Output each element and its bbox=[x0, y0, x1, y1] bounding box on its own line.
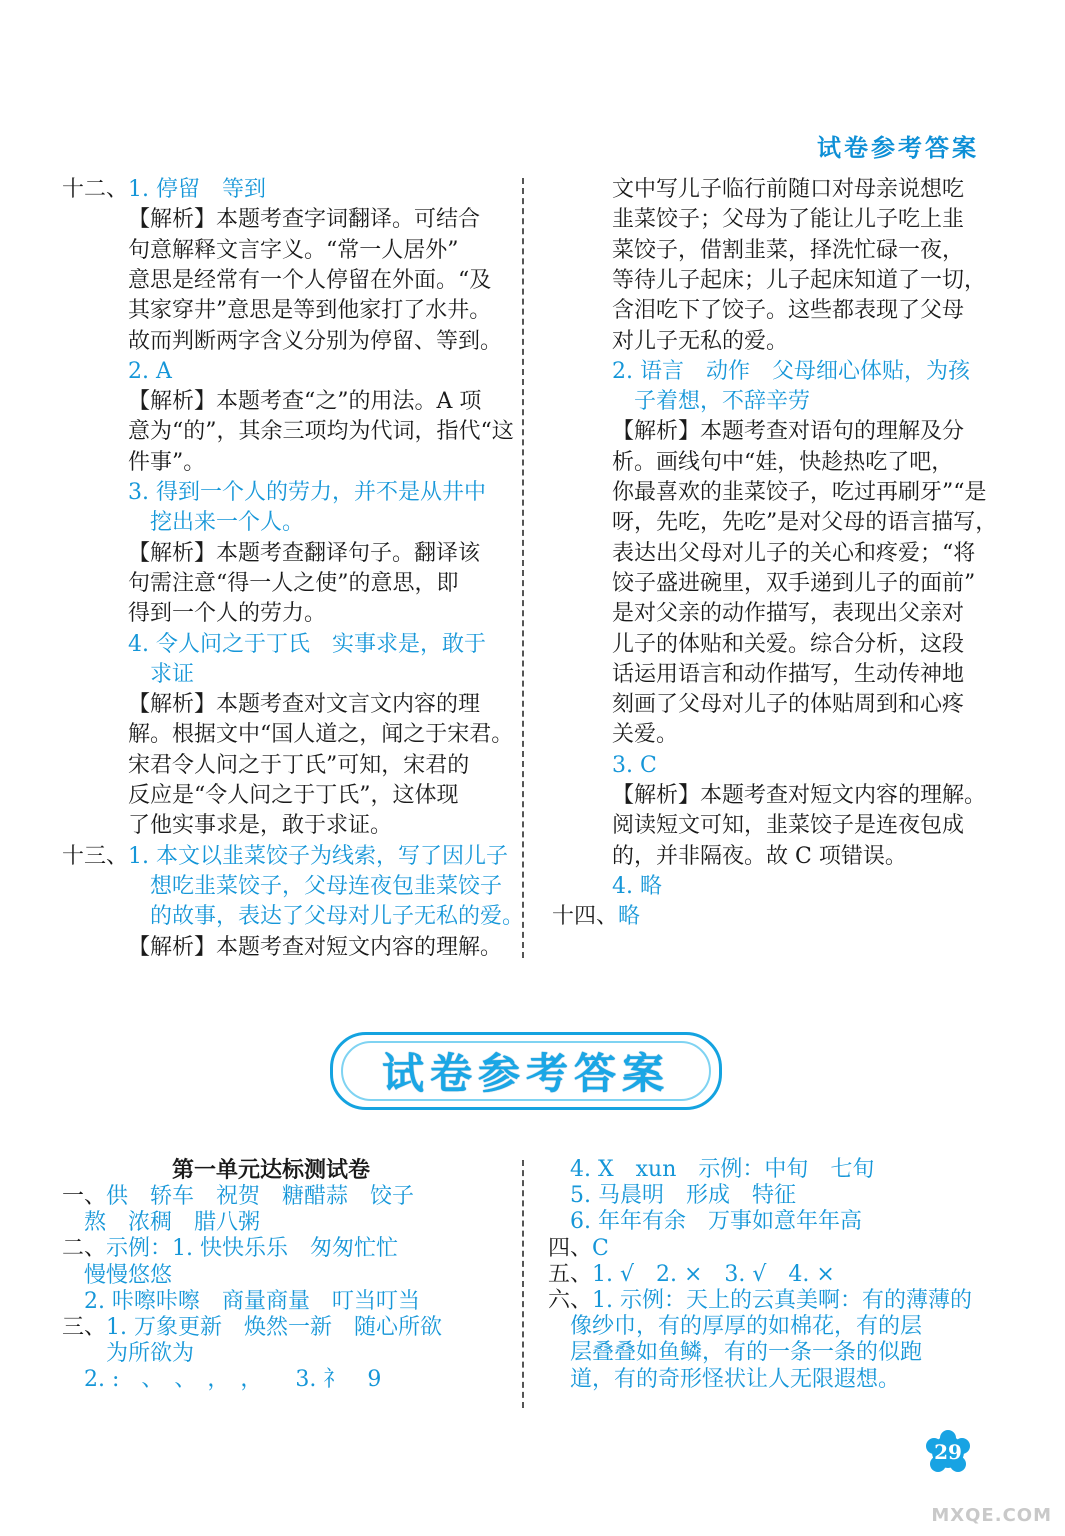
explanation-text: 件事”。 bbox=[128, 449, 206, 475]
unit-test-title: 第一单元达标测试卷 bbox=[172, 1157, 371, 1183]
answer-line bbox=[128, 933, 502, 963]
explanation-text: 【解析】本题考查字词翻译。可结合 bbox=[128, 207, 481, 233]
explanation-text: 了他实事求是，敢于求证。 bbox=[128, 813, 393, 839]
column-divider-bottom bbox=[522, 1160, 524, 1408]
question-number: 十二、 bbox=[62, 177, 129, 202]
answer-text: 2. : 、 、 ， ， 3. 礻 9 bbox=[62, 1367, 382, 1393]
answer-line bbox=[128, 327, 502, 357]
answer-line bbox=[612, 266, 986, 296]
question-number: 五、 bbox=[548, 1261, 593, 1287]
answer-line bbox=[548, 1365, 900, 1395]
answer-text: 熬 浓稠 腊八粥 bbox=[62, 1210, 261, 1236]
answers-left-column-top bbox=[62, 175, 525, 965]
answer-line bbox=[128, 539, 480, 569]
answer-line bbox=[128, 902, 524, 932]
answer-line bbox=[612, 205, 964, 235]
answer-line bbox=[128, 599, 326, 629]
answer-text: 挖出来一个人。 bbox=[128, 510, 305, 536]
explanation-text: 对儿子无私的爱。 bbox=[612, 328, 789, 354]
answer-line bbox=[128, 781, 459, 811]
answer-line bbox=[128, 296, 491, 326]
explanation-text: 解。根据文中“国人道之，闻之于宋君。 bbox=[128, 722, 514, 748]
question-number: 四、 bbox=[548, 1235, 593, 1261]
answer-text: 像纱巾，有的厚厚的如棉花，有的层 bbox=[548, 1314, 923, 1340]
explanation-text: 阅读短文可知，韭菜饺子是连夜包成 bbox=[612, 813, 965, 839]
answer-line bbox=[128, 417, 514, 447]
explanation-text: 其家穿井”意思是等到他家打了水井。 bbox=[128, 298, 492, 324]
answer-line bbox=[128, 478, 486, 508]
answer-line bbox=[612, 751, 657, 781]
answer-line bbox=[612, 478, 987, 508]
answer-text: 3. 得到一个人的劳力，并不是从井中 bbox=[128, 480, 486, 505]
explanation-text: 析。画线句中“娃，快趁热吃了吧， bbox=[612, 449, 954, 475]
answer-text: 4. X xun 示例：中旬 七旬 bbox=[548, 1157, 875, 1182]
explanation-text: 反应是“令人问之于丁氏”，这体现 bbox=[128, 783, 459, 808]
explanation-text: 句意解释文言字义。“常一人居外” bbox=[128, 237, 459, 263]
answer-text: 2. 咔嚓咔嚓 商量商量 叮当叮当 bbox=[62, 1288, 420, 1314]
answer-line bbox=[612, 417, 964, 447]
answer-text: 1. 万象更新 焕然一新 随心所欲 bbox=[106, 1315, 443, 1340]
answer-line bbox=[128, 720, 513, 750]
explanation-text: 的，并非隔夜。故 C 项错误。 bbox=[612, 843, 907, 869]
explanation-text: 意为“的”，其余三项均为代词，指代“这 bbox=[128, 419, 514, 445]
answer-line bbox=[128, 569, 459, 599]
explanation-text: 文中写儿子临行前随口对母亲说想吃 bbox=[612, 177, 965, 202]
answer-line bbox=[128, 630, 486, 660]
explanation-text: 等待儿子起床；儿子起床知道了一切， bbox=[612, 267, 987, 293]
answer-line bbox=[612, 327, 788, 357]
answer-text: 层叠叠如鱼鳞，有的一条一条的似跑 bbox=[548, 1340, 923, 1366]
answer-line bbox=[612, 842, 907, 872]
answer-text: 4. 略 bbox=[612, 873, 662, 899]
answer-line bbox=[612, 539, 975, 569]
answer-text: 想吃韭菜饺子，父母连夜包韭菜饺子 bbox=[128, 873, 503, 899]
explanation-text: 儿子的体贴和关爱。综合分析，这段 bbox=[612, 631, 965, 657]
answer-text: 1. 本文以韭菜饺子为线索，写了因儿子 bbox=[128, 843, 509, 869]
answer-text: 子着想，不辞辛劳 bbox=[612, 389, 811, 415]
explanation-text: 呀，先吃，先吃”是对父母的语言描写， bbox=[612, 510, 998, 536]
explanation-text: 【解析】本题考查对短文内容的理解。 bbox=[128, 934, 503, 960]
explanation-text: 表达出父母对儿子的关心和疼爱；“将 bbox=[612, 540, 976, 566]
column-divider-top bbox=[522, 178, 524, 958]
answer-text: 6. 年年有余 万事如意年年高 bbox=[548, 1209, 862, 1235]
banner-title: 试卷参考答案 bbox=[381, 1049, 670, 1098]
answer-text: 慢慢悠悠 bbox=[62, 1262, 173, 1288]
explanation-text: 是对父亲的动作描写，表现出父亲对 bbox=[612, 601, 965, 627]
question-number: 十三、 bbox=[62, 843, 129, 869]
answer-text: C bbox=[592, 1235, 609, 1261]
answer-line bbox=[612, 357, 970, 387]
explanation-text: 故而判断两字含义分别为停留、等到。 bbox=[128, 328, 503, 354]
explanation-text: 意思是经常有一个人停留在外面。“及 bbox=[128, 267, 492, 293]
question-number: 三、 bbox=[62, 1315, 107, 1340]
answer-text: 略 bbox=[618, 904, 641, 930]
explanation-text: 韭菜饺子；父母为了能让儿子吃上韭 bbox=[612, 207, 965, 233]
answer-text: 求证 bbox=[128, 661, 195, 687]
answers-banner bbox=[330, 1032, 722, 1110]
question-number: 二、 bbox=[62, 1236, 107, 1262]
answer-line bbox=[128, 660, 194, 690]
answer-line bbox=[128, 357, 172, 387]
watermark-text: MXQE.COM bbox=[931, 1505, 1052, 1526]
answer-line bbox=[612, 720, 678, 750]
answer-line bbox=[128, 690, 480, 720]
answer-line bbox=[128, 205, 480, 235]
answer-text: 1. 停留 等到 bbox=[128, 177, 266, 202]
answer-line bbox=[612, 448, 953, 478]
answer-line bbox=[612, 175, 964, 205]
page-number-badge bbox=[924, 1430, 972, 1474]
answer-text: 4. 令人问之于丁氏 实事求是，敢于 bbox=[128, 631, 486, 657]
explanation-text: 【解析】本题考查“之”的用法。A 项 bbox=[128, 389, 482, 415]
explanation-text: 【解析】本题考查对文言文内容的理 bbox=[128, 692, 481, 718]
answer-text: 5. 马晨明 形成 特征 bbox=[548, 1183, 796, 1209]
explanation-text: 【解析】本题考查对语句的理解及分 bbox=[612, 419, 965, 445]
answer-line bbox=[612, 660, 964, 690]
page-header-title: 试卷参考答案 bbox=[817, 133, 979, 162]
explanation-text: 饺子盛进碗里，双手递到儿子的面前” bbox=[612, 570, 976, 596]
answer-line bbox=[552, 902, 640, 932]
answer-line bbox=[612, 387, 810, 417]
answer-text: 道，有的奇形怪状让人无限遐想。 bbox=[548, 1366, 901, 1392]
question-number: 六、 bbox=[548, 1288, 593, 1313]
answer-line bbox=[612, 508, 997, 538]
answer-text: 的故事，表达了父母对儿子无私的爱。 bbox=[128, 904, 525, 930]
explanation-text: 含泪吃下了饺子。这些都表现了父母 bbox=[612, 298, 965, 324]
explanation-text: 【解析】本题考查对短文内容的理解。 bbox=[612, 783, 987, 808]
answer-line bbox=[612, 811, 964, 841]
question-number: 一、 bbox=[62, 1184, 107, 1209]
answer-line bbox=[612, 296, 964, 326]
explanation-text: 关爱。 bbox=[612, 722, 679, 748]
question-number: 十四、 bbox=[552, 904, 619, 930]
explanation-text: 【解析】本题考查翻译句子。翻译该 bbox=[128, 540, 481, 566]
answer-text: 2. A bbox=[128, 358, 172, 384]
answer-line bbox=[612, 569, 975, 599]
explanation-text: 得到一个人的劳力。 bbox=[128, 601, 327, 627]
answers-right-column-bottom bbox=[548, 1155, 998, 1395]
answers-left-column-bottom bbox=[62, 1182, 512, 1392]
answer-text: 1. 示例：天上的云真美啊：有的薄薄的 bbox=[592, 1288, 973, 1313]
answer-line bbox=[128, 872, 502, 902]
answer-line bbox=[62, 842, 508, 872]
page-number: 29 bbox=[934, 1440, 962, 1464]
answer-line bbox=[128, 266, 491, 296]
answer-line bbox=[62, 1365, 381, 1395]
explanation-text: 刻画了父母对儿子的体贴周到和心疼 bbox=[612, 692, 965, 718]
answer-line bbox=[612, 690, 964, 720]
answer-line bbox=[612, 236, 964, 266]
answer-text: 示例：1. 快快乐乐 匆匆忙忙 bbox=[106, 1236, 398, 1262]
answer-line bbox=[128, 448, 205, 478]
answer-line bbox=[612, 872, 662, 902]
answers-right-column-top bbox=[552, 175, 1002, 935]
answer-line bbox=[128, 508, 304, 538]
answer-line bbox=[612, 599, 964, 629]
explanation-text: 你最喜欢的韭菜饺子，吃过再刷牙”“是 bbox=[612, 480, 987, 505]
answer-text: 为所欲为 bbox=[62, 1341, 195, 1367]
explanation-text: 宋君令人问之于丁氏”可知，宋君的 bbox=[128, 752, 470, 778]
explanation-text: 菜饺子，借割韭菜，择洗忙碌一夜， bbox=[612, 237, 965, 263]
watermark-logo bbox=[900, 1470, 1060, 1530]
answer-line bbox=[128, 811, 392, 841]
answer-line bbox=[612, 781, 986, 811]
answer-text: 2. 语言 动作 父母细心体贴，为孩 bbox=[612, 358, 970, 384]
answer-line bbox=[612, 630, 964, 660]
answer-line bbox=[62, 175, 266, 205]
answer-line bbox=[128, 387, 481, 417]
explanation-text: 话运用语言和动作描写，生动传神地 bbox=[612, 661, 965, 687]
answer-line bbox=[128, 751, 469, 781]
answer-text: 3. C bbox=[612, 752, 657, 778]
answer-text: 1. √ 2. × 3. √ 4. × bbox=[592, 1261, 835, 1287]
answer-text: 供 轿车 祝贺 糖醋蒜 饺子 bbox=[106, 1184, 415, 1209]
explanation-text: 句需注意“得一人之使”的意思，即 bbox=[128, 570, 459, 596]
answer-line bbox=[128, 236, 459, 266]
